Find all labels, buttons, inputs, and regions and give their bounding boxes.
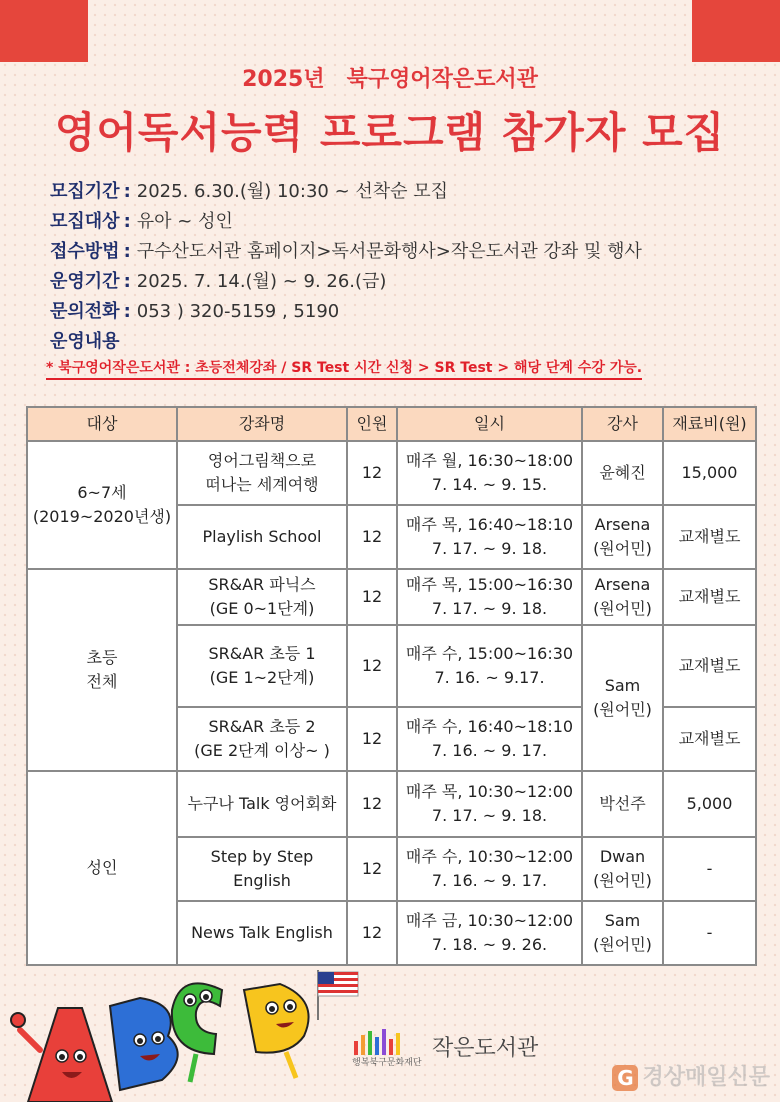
count-cell: 12 [347, 505, 397, 569]
header-cell: 인원 [347, 407, 397, 441]
table-row [27, 569, 756, 625]
fee-cell: 15,000 [663, 441, 756, 505]
info-row-operation: 운영기간 : 2025. 7. 14.(월) ~ 9. 26.(금) [50, 271, 387, 292]
schedule-table [26, 406, 757, 966]
info-row-period: 모집기간 : 2025. 6.30.(월) 10:30 ~ 선착순 모집 [50, 181, 449, 202]
fee-cell: 교재별도 [663, 625, 756, 707]
notice-line [46, 357, 740, 379]
course-cell: Playlish School [177, 505, 347, 569]
content-label: 운영내용 [50, 331, 120, 352]
time-cell: 매주 수, 16:40~18:10 7. 16. ~ 9. 17. [397, 707, 582, 771]
letter-d-mascot [244, 984, 309, 1078]
table-header-row [27, 407, 756, 441]
header-cell: 강사 [582, 407, 663, 441]
info-value: 유아 ~ 성인 [136, 211, 233, 232]
watermark [612, 1060, 770, 1091]
target-cell: 6~7세 (2019~2020년생) [27, 441, 177, 569]
time-cell: 매주 목, 15:00~16:30 7. 17. ~ 9. 18. [397, 569, 582, 625]
count-cell: 12 [347, 901, 397, 965]
letter-a-mascot [11, 1008, 112, 1102]
teacher-cell: 박선주 [582, 771, 663, 837]
table-row [27, 771, 756, 837]
teacher-cell: Arsena (원어민) [582, 569, 663, 625]
header-cell: 강좌명 [177, 407, 347, 441]
abcd-mascot-illustration [0, 960, 370, 1102]
library-name: 북구영어작은도서관 [346, 67, 538, 92]
time-cell: 매주 월, 16:30~18:00 7. 14. ~ 9. 15. [397, 441, 582, 505]
course-cell: SR&AR 초등 1 (GE 1~2단계) [177, 625, 347, 707]
header-cell: 일시 [397, 407, 582, 441]
count-cell: 12 [347, 625, 397, 707]
time-cell: 매주 금, 10:30~12:00 7. 18. ~ 9. 26. [397, 901, 582, 965]
course-cell: 영어그림책으로 떠나는 세계여행 [177, 441, 347, 505]
logo-subtext: 행복북구문화재단 [352, 1058, 422, 1068]
target-cell: 성인 [27, 771, 177, 965]
info-row-target: 모집대상 : 유아 ~ 성인 [50, 211, 233, 232]
corner-decoration-left [0, 0, 88, 62]
header-cell: 재료비(원) [663, 407, 756, 441]
year-prefix: 2025년 [242, 67, 325, 92]
time-cell: 매주 수, 10:30~12:00 7. 16. ~ 9. 17. [397, 837, 582, 901]
fee-cell: 5,000 [663, 771, 756, 837]
header-cell: 대상 [27, 407, 177, 441]
info-row-content [50, 327, 740, 357]
letter-b-mascot [110, 998, 178, 1090]
fee-cell: 교재별도 [663, 707, 756, 771]
info-value: 구수산도서관 홈페이지>독서문화행사>작은도서관 강좌 및 행사 [136, 241, 642, 262]
info-key: 문의전화 [50, 301, 120, 322]
watermark-text: 경상매일신문 [642, 1065, 770, 1090]
corner-decoration-right [692, 0, 780, 62]
fee-cell: - [663, 901, 756, 965]
logo-text: 작은도서관 [432, 1036, 539, 1061]
info-row-phone: 문의전화 : 053 ) 320-5159 , 5190 [50, 301, 340, 322]
info-value: 2025. 7. 14.(월) ~ 9. 26.(금) [136, 271, 387, 292]
teacher-cell: Sam (원어민) [582, 625, 663, 771]
info-value: 053 ) 320-5159 , 5190 [136, 301, 340, 322]
info-value: 2025. 6.30.(월) 10:30 ~ 선착순 모집 [136, 181, 449, 202]
fee-cell: 교재별도 [663, 505, 756, 569]
letter-c-mascot [172, 983, 222, 1082]
teacher-cell: Dwan (원어민) [582, 837, 663, 901]
info-section [46, 177, 740, 379]
course-cell: SR&AR 초등 2 (GE 2단계 이상~ ) [177, 707, 347, 771]
table-row [27, 441, 756, 505]
course-cell: Step by Step English [177, 837, 347, 901]
page-title: 영어독서능력 프로그램 참가자 모집 [54, 108, 726, 157]
course-cell: 누구나 Talk 영어회화 [177, 771, 347, 837]
notice-text: * 북구영어작은도서관 : 초등전체강좌 / SR Test 시간 신청 > SR Test > 해당 단계 수강 가능. [46, 359, 642, 380]
count-cell: 12 [347, 707, 397, 771]
course-cell: SR&AR 파닉스 (GE 0~1단계) [177, 569, 347, 625]
info-key: 모집기간 [50, 181, 120, 202]
subtitle [0, 62, 780, 93]
time-cell: 매주 목, 10:30~12:00 7. 17. ~ 9. 18. [397, 771, 582, 837]
info-key: 접수방법 [50, 241, 120, 262]
fee-cell: 교재별도 [663, 569, 756, 625]
target-cell: 초등 전체 [27, 569, 177, 771]
teacher-cell: 윤혜진 [582, 441, 663, 505]
info-key: 운영기간 [50, 271, 120, 292]
us-flag-icon [318, 970, 358, 1020]
time-cell: 매주 목, 16:40~18:10 7. 17. ~ 9. 18. [397, 505, 582, 569]
time-cell: 매주 수, 15:00~16:30 7. 16. ~ 9.17. [397, 625, 582, 707]
info-row-method: 접수방법 : 구수산도서관 홈페이지>독서문화행사>작은도서관 강좌 및 행사 [50, 241, 642, 262]
logo-bars-icon [352, 1029, 412, 1055]
count-cell: 12 [347, 837, 397, 901]
count-cell: 12 [347, 771, 397, 837]
fee-cell: - [663, 837, 756, 901]
teacher-cell: Sam (원어민) [582, 901, 663, 965]
info-key: 모집대상 [50, 211, 120, 232]
teacher-cell: Arsena (원어민) [582, 505, 663, 569]
course-cell: News Talk English [177, 901, 347, 965]
count-cell: 12 [347, 569, 397, 625]
library-logo [352, 1025, 552, 1069]
count-cell: 12 [347, 441, 397, 505]
watermark-logo-icon: G [612, 1065, 638, 1091]
